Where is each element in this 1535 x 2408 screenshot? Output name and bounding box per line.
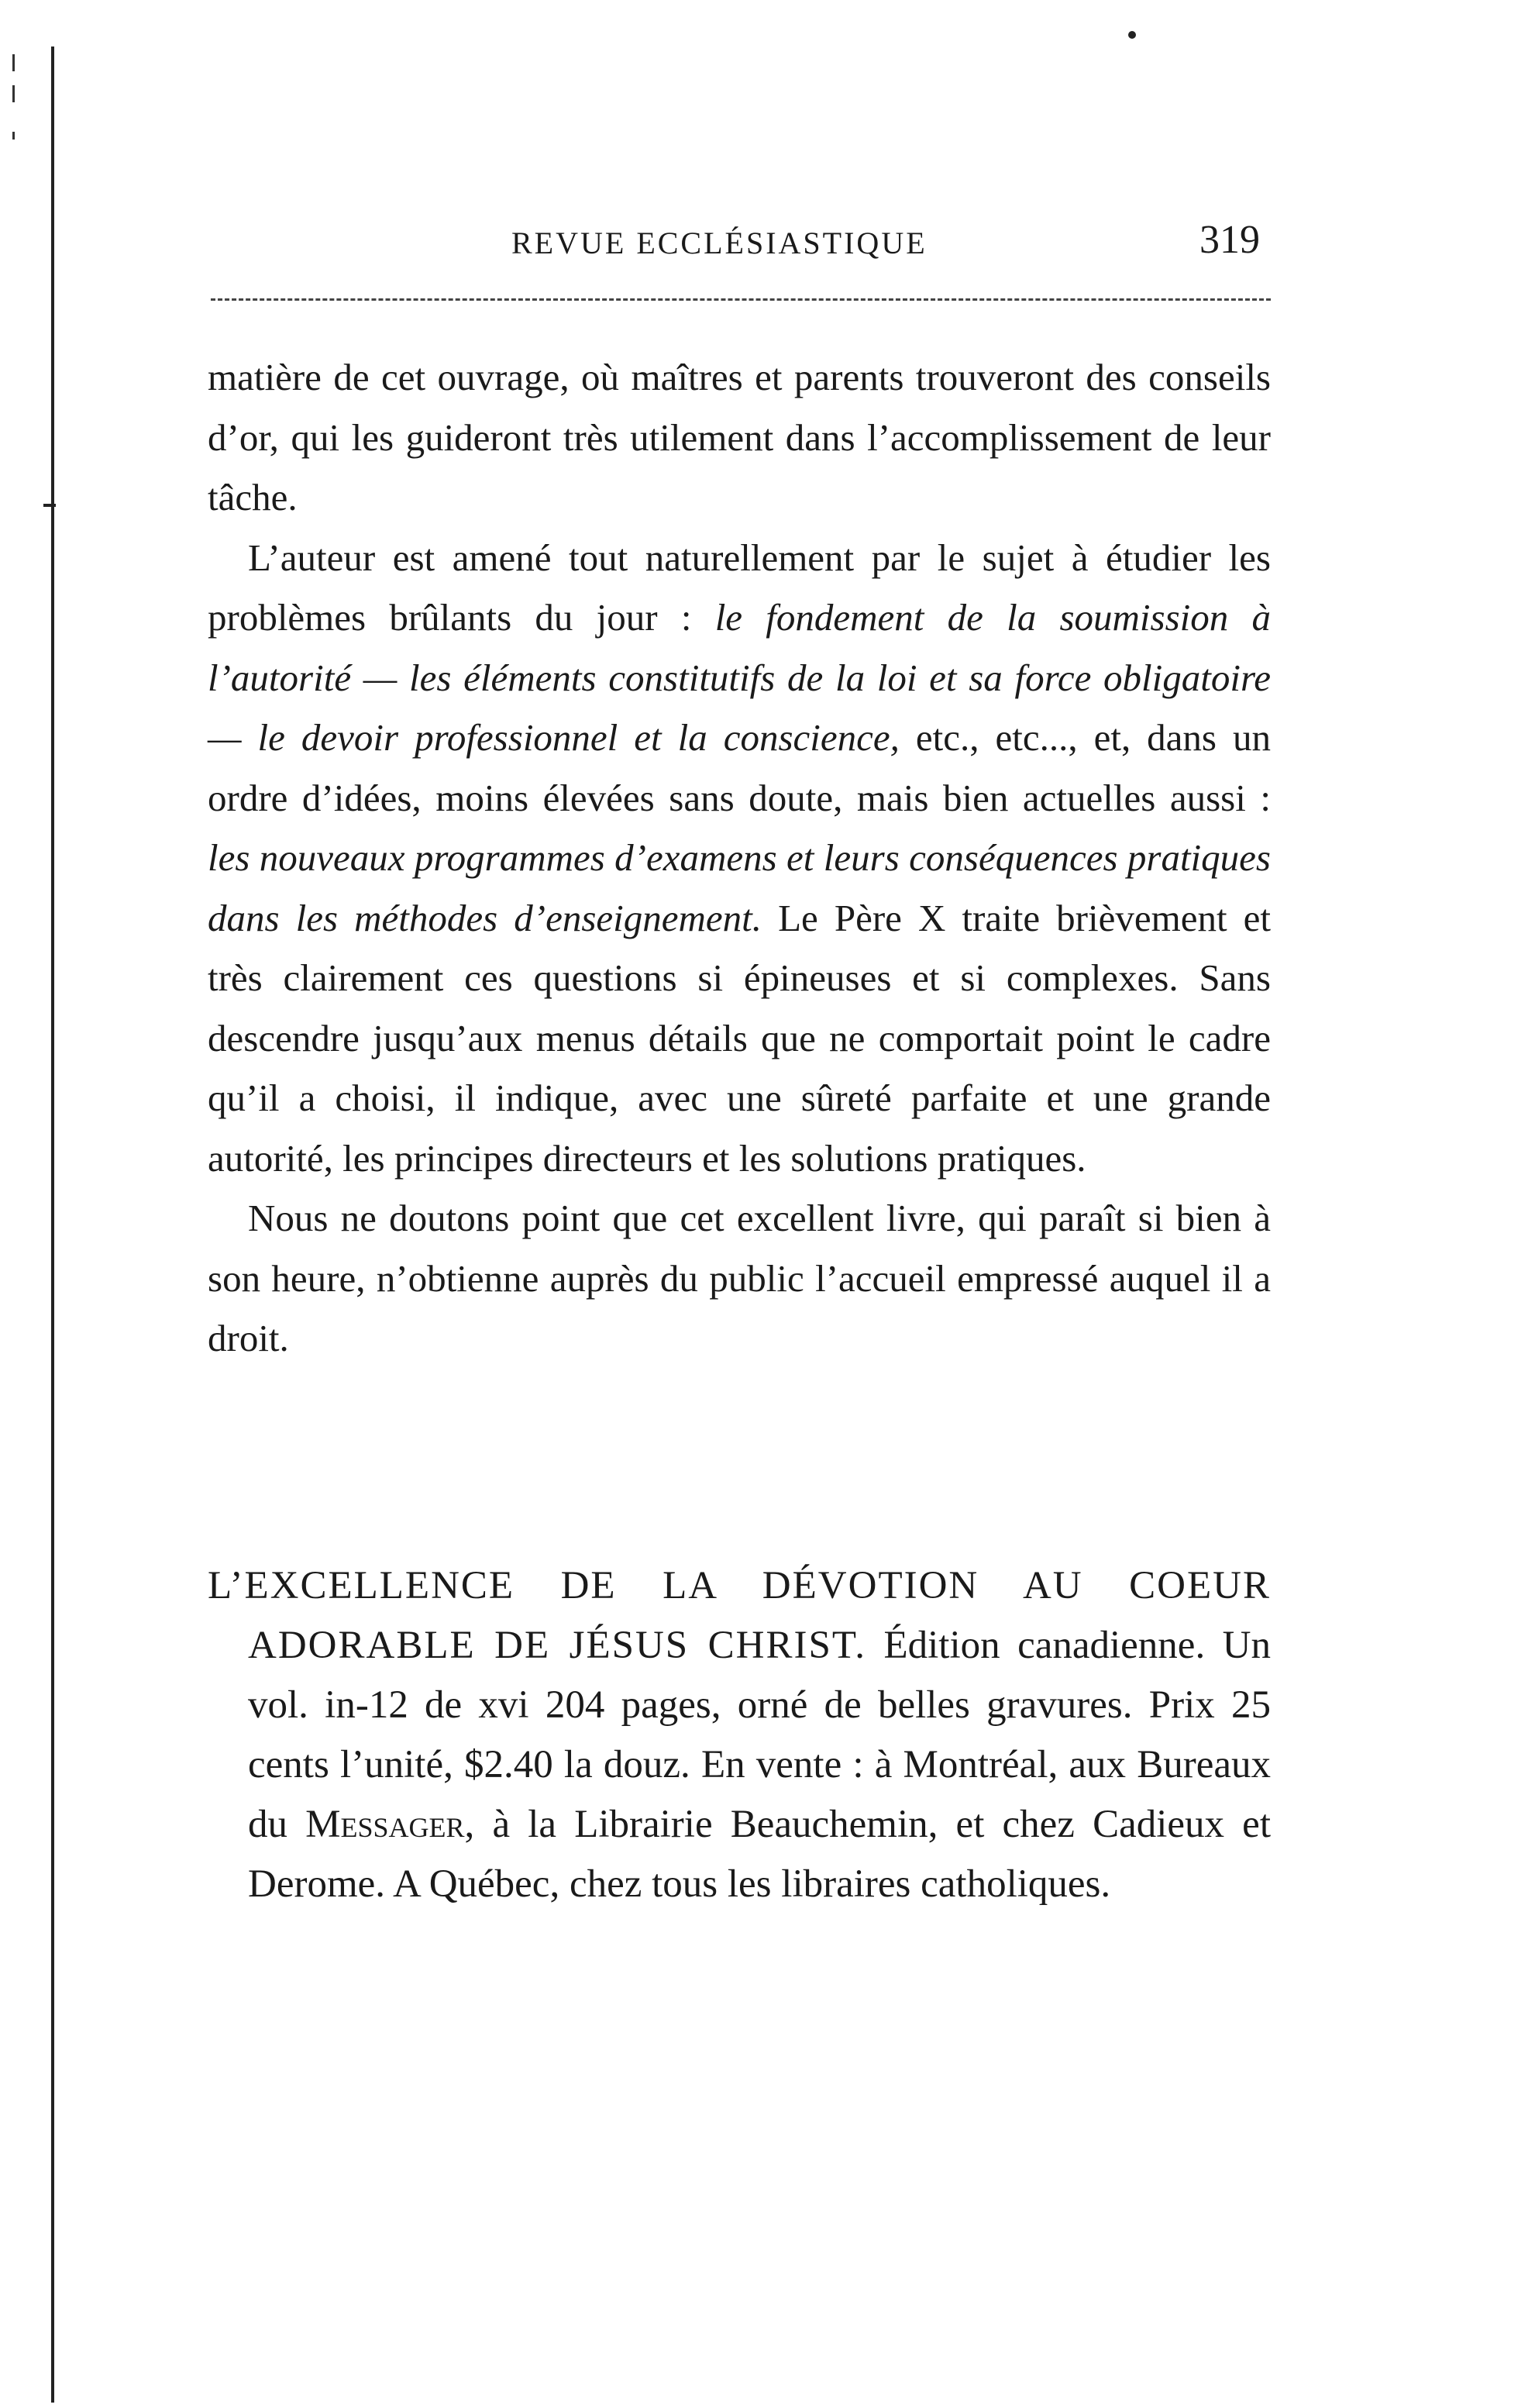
header-rule	[211, 298, 1271, 301]
page-number: 319	[1199, 218, 1260, 262]
paragraph-2-middle: etc., etc..., et, dans un ordre d’idées, moins élevées sans doute, mais bien actuelles aussi :	[208, 716, 1271, 819]
paragraph-1: matière de cet ouvrage, où maîtres et parents trouveront des conseils d’or, qui les guideront très utilement dans l’accomplissement de leur tâche.	[208, 356, 1271, 518]
paragraph-2-rest: Le Père X traite brièvement et très clairement ces questions si épineuses et si complexes. Sans descendre jusqu’aux menus détails que ne comportait point le cadre qu’il a choisi, il indique, avec une sûreté parfaite et une grande autorité, les principes directeurs et les solutions pratiques.	[208, 896, 1272, 1180]
notice-rest: , à la Librairie Beauchemin, et chez Cadieux et Derome. A Québec, chez tous les libraires catholiques.	[248, 1803, 1271, 1906]
scan-mark	[12, 85, 15, 102]
paragraph-2	[208, 528, 1271, 1189]
paragraph-3: Nous ne doutons point que cet excellent livre, qui paraît si bien à son heure, n’obtienne auprès du public l’accueil empressé auquel il a droit.	[208, 1197, 1271, 1359]
running-title: REVUE ECCLÉSIASTIQUE	[511, 226, 928, 260]
notice-entry	[208, 1556, 1271, 1914]
ink-speck	[43, 504, 56, 507]
paragraph-2-topics-2: les nouveaux programmes d’examens et leurs conséquences pratiques dans les méthodes d’enseignement.	[208, 836, 1271, 939]
binding-edge	[51, 47, 54, 2403]
notice-title: L’EXCELLENCE DE LA DÉVOTION AU COEUR ADORABLE DE JÉSUS CHRIST.	[208, 1564, 1271, 1667]
book-notice	[208, 1556, 1271, 1914]
paragraph-2-intro: L’auteur est amené tout naturellement par le sujet à étudier les problèmes brûlants du jour :	[208, 536, 1271, 639]
scan-mark	[12, 54, 15, 71]
notice-messager: Messager	[305, 1803, 465, 1846]
notice-edition: Édition canadienne. Un vol. in-12 de xvi 204 pages, orné de belles gravures. Prix 25 cents l’unité, $2.40 la douz. En vente : à Montréal, aux Bureaux du	[248, 1624, 1271, 1846]
ink-speck	[1128, 31, 1136, 39]
scan-mark	[12, 132, 15, 140]
paragraph-2-topics: le fondement de la soumission à l’autorité — les éléments constitutifs de la loi et sa force obligatoire — le devoir professionnel et la conscience,	[208, 596, 1271, 759]
review-text	[208, 347, 1271, 1369]
